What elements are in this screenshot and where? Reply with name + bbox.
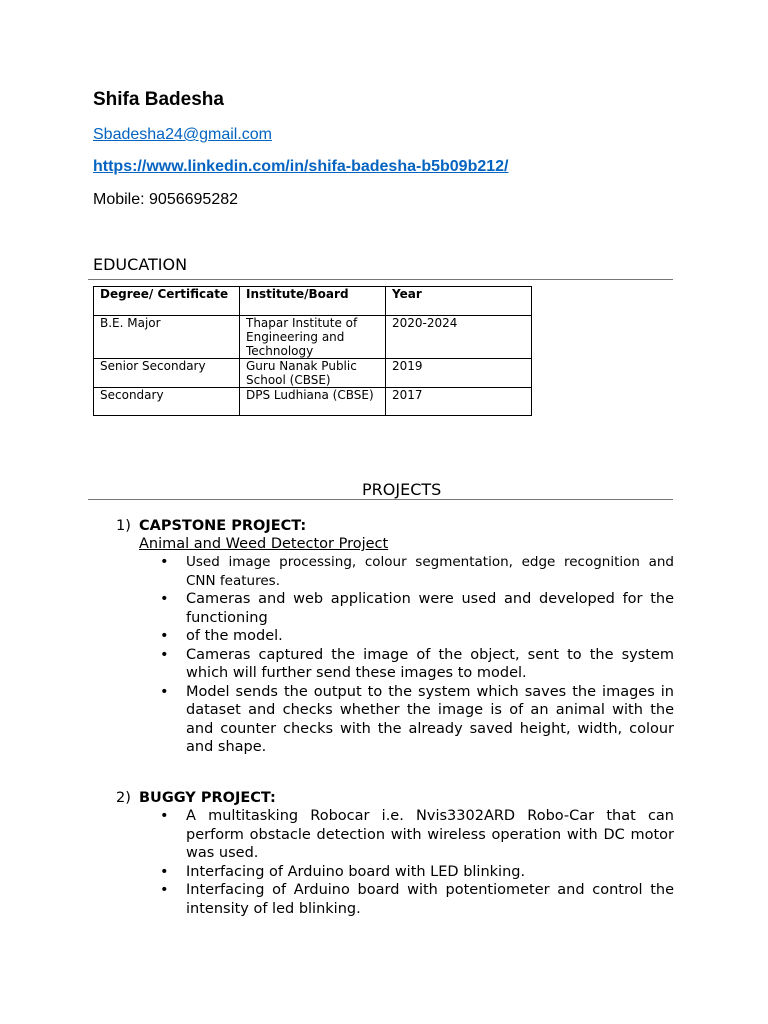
bullet-text: of the model. [186,628,283,644]
project-bullet-list [116,553,674,757]
column-header: Institute/Board [240,287,386,316]
table-cell: 2019 [386,359,532,388]
bullet-icon: • [160,882,169,898]
education-table [93,286,532,416]
project-subtitle: Animal and Weed Detector Project [139,536,389,552]
table-cell: Guru Nanak Public School (CBSE) [240,359,386,388]
list-item [116,683,674,757]
projects-heading: PROJECTS [362,480,442,499]
bullet-text: Model sends the output to the system which saves the images in dataset and checks whether the image is of an animal with the and counter checks with the already saved height, width, colour and shape. [186,683,674,755]
list-item [116,627,674,646]
education-divider [88,279,673,280]
bullet-icon: • [160,554,169,570]
bullet-icon: • [160,591,169,607]
bullet-icon: • [160,863,169,880]
table-cell: Thapar Institute of Engineering and Technology [240,316,386,359]
table-row [94,388,532,416]
bullet-text: Used image processing, colour segmentation, edge recognition and CNN features. [186,554,674,589]
column-header: Year [386,287,532,316]
list-item [116,881,674,918]
column-header: Degree/ Certificate [94,287,240,316]
table-cell: DPS Ludhiana (CBSE) [240,388,386,416]
bullet-text: Cameras and web application were used and developed for the functioning [186,591,674,626]
bullet-text: Interfacing of Arduino board with potentiometer and control the intensity of led blinking. [186,882,674,917]
linkedin-link[interactable]: https://www.linkedin.com/in/shifa-badesha-b5b09b212/ [93,158,509,175]
table-header-row [94,287,532,316]
list-item [116,863,674,882]
project-number: 1) [116,518,131,534]
bullet-icon: • [160,628,169,644]
bullet-text: Interfacing of Arduino board with LED blinking. [186,863,526,880]
project-number: 2) [116,790,131,806]
bullet-icon: • [160,808,169,824]
project-title: CAPSTONE PROJECT: [139,518,307,534]
project-bullet-list [116,807,674,918]
table-cell: Senior Secondary [94,359,240,388]
table-row [94,316,532,359]
project-title: BUGGY PROJECT: [139,790,276,806]
mobile-number: Mobile: 9056695282 [93,191,239,208]
candidate-name: Shifa Badesha [93,89,224,110]
list-item [116,590,674,627]
bullet-icon: • [160,646,169,663]
list-item [116,646,674,683]
table-cell: 2020-2024 [386,316,532,359]
bullet-text: Cameras captured the image of the object, sent to the system which will further send these images to model. [186,646,674,681]
table-cell: 2017 [386,388,532,416]
list-item [116,807,674,863]
bullet-icon: • [160,683,169,700]
list-item [116,553,674,590]
table-cell: B.E. Major [94,316,240,359]
project-buggy [116,789,674,929]
email-link[interactable]: Sbadesha24@gmail.com [93,126,273,143]
education-heading: EDUCATION [93,255,188,274]
table-row [94,359,532,388]
projects-divider [88,499,673,500]
table-cell: Secondary [94,388,240,416]
project-capstone [116,517,674,777]
bullet-text: A multitasking Robocar i.e. Nvis3302ARD Robo-Car that can perform obstacle detection with wireless operation with DC motor was used. [186,808,674,861]
